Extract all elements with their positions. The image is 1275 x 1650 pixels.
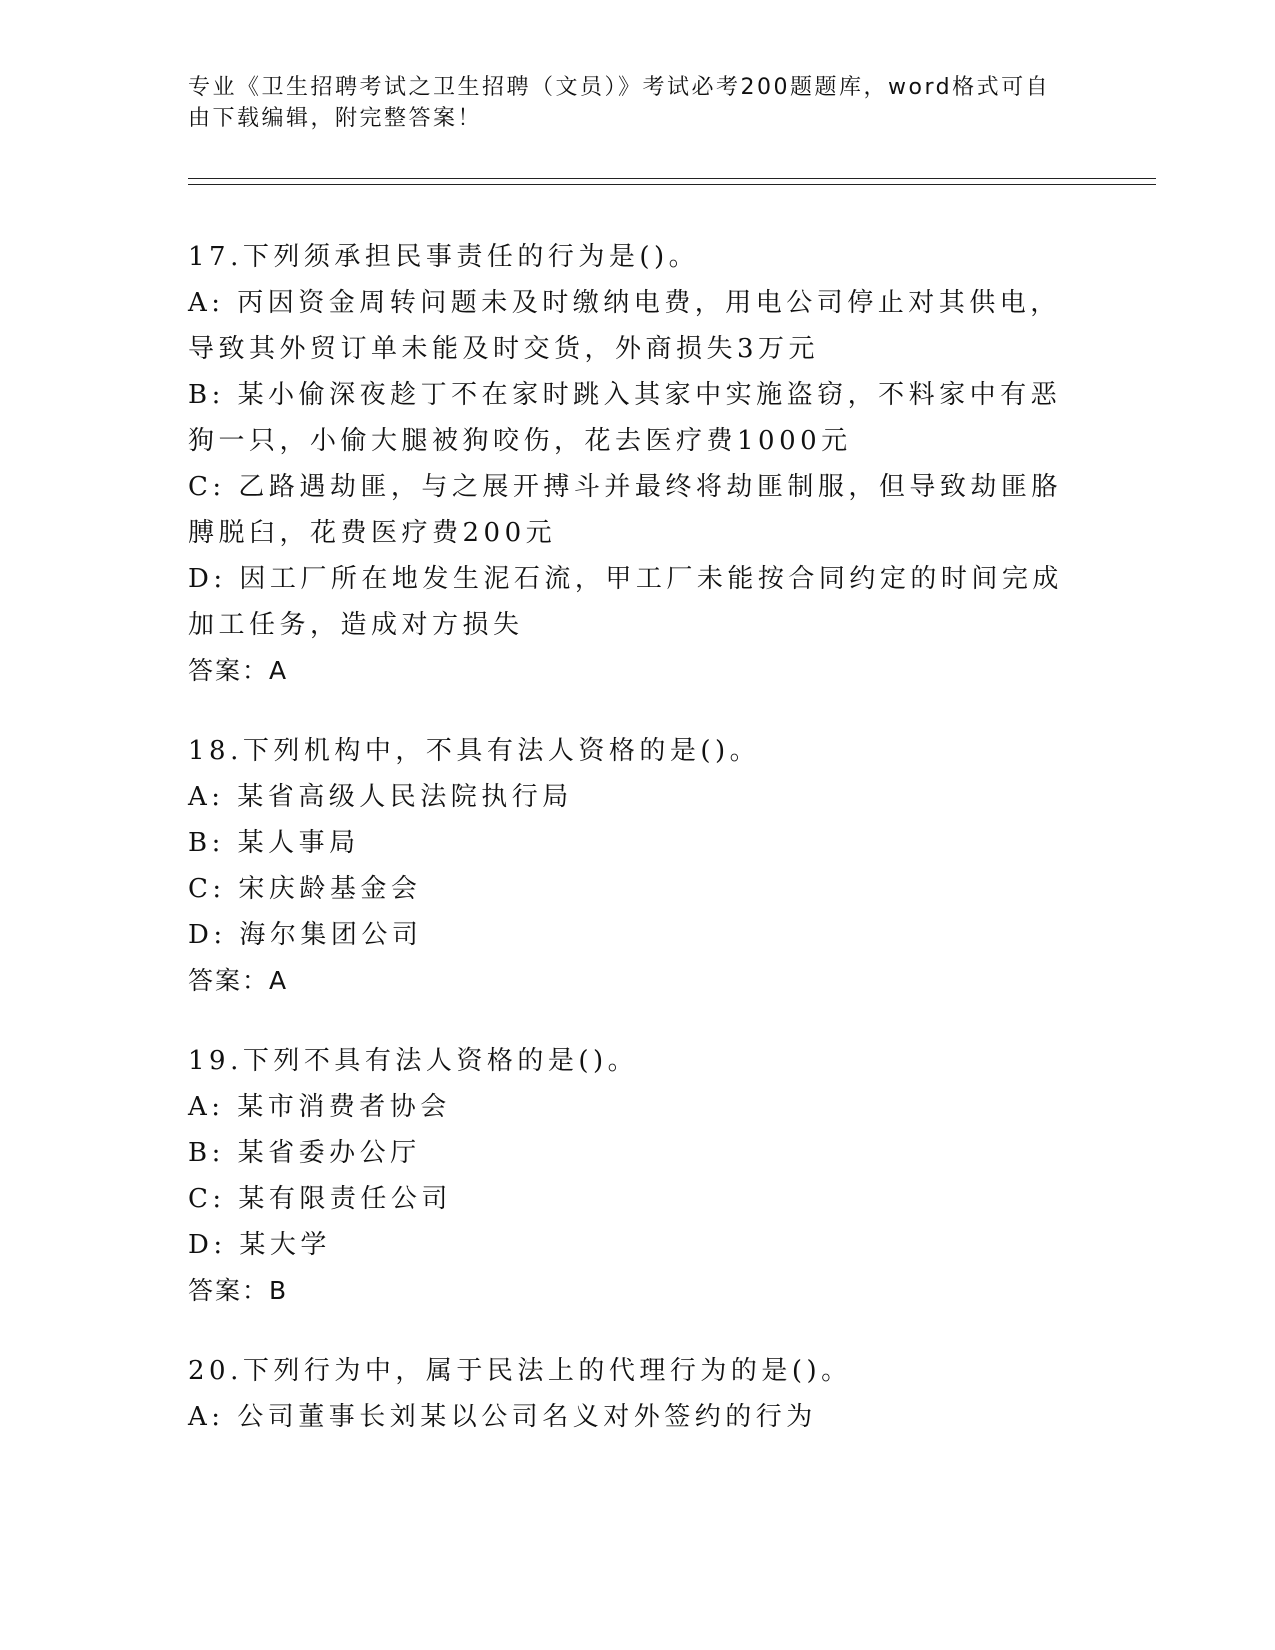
option-a: A: 某省高级人民法院执行局 <box>188 782 573 812</box>
header-divider-top <box>188 178 1156 179</box>
option-a: A: 某市消费者协会 <box>188 1092 451 1122</box>
question-stem: 17.下列须承担民事责任的行为是()。 <box>188 242 700 272</box>
option-b: B: 某省委办公厅 <box>188 1138 421 1168</box>
question-17 <box>188 234 1088 694</box>
question-18 <box>188 728 1088 1004</box>
question-20 <box>188 1348 1088 1440</box>
question-stem: 20.下列行为中，属于民法上的代理行为的是()。 <box>188 1356 852 1386</box>
header-line-2: 由下载编辑，附完整答案！ <box>188 106 483 131</box>
document-header <box>188 72 1078 134</box>
question-spacer <box>188 694 1088 728</box>
option-d: D: 海尔集团公司 <box>188 920 423 950</box>
question-spacer <box>188 1004 1088 1038</box>
option-b: B: 某小偷深夜趁丁不在家时跳入其家中实施盗窃，不料家中有恶狗一只，小偷大腿被狗咬伤，花去医疗费1000元 <box>188 380 1062 456</box>
question-spacer <box>188 1314 1088 1348</box>
option-c: C: 某有限责任公司 <box>188 1184 452 1214</box>
question-stem: 19.下列不具有法人资格的是()。 <box>188 1046 639 1076</box>
option-a: A: 丙因资金周转问题未及时缴纳电费，用电公司停止对其供电，导致其外贸订单未能及时交货，外商损失3万元 <box>188 288 1061 364</box>
question-19 <box>188 1038 1088 1314</box>
option-d: D: 因工厂所在地发生泥石流，甲工厂未能按合同约定的时间完成加工任务，造成对方损失 <box>188 564 1063 640</box>
question-stem: 18.下列机构中，不具有法人资格的是()。 <box>188 736 761 766</box>
header-line-1: 专业《卫生招聘考试之卫生招聘（文员）》考试必考200题题库，word格式可自 <box>188 75 1051 100</box>
option-a: A: 公司董事长刘某以公司名义对外签约的行为 <box>188 1402 817 1432</box>
option-d: D: 某大学 <box>188 1230 331 1260</box>
option-c: C: 乙路遇劫匪，与之展开搏斗并最终将劫匪制服，但导致劫匪胳膊脱臼，花费医疗费200元 <box>188 472 1062 548</box>
answer-label: 答案：A <box>188 656 289 685</box>
option-c: C: 宋庆龄基金会 <box>188 874 422 904</box>
header-divider-bottom <box>188 184 1156 185</box>
question-list <box>188 234 1088 1440</box>
answer-label: 答案：B <box>188 1276 289 1305</box>
answer-label: 答案：A <box>188 966 289 995</box>
option-b: B: 某人事局 <box>188 828 360 858</box>
